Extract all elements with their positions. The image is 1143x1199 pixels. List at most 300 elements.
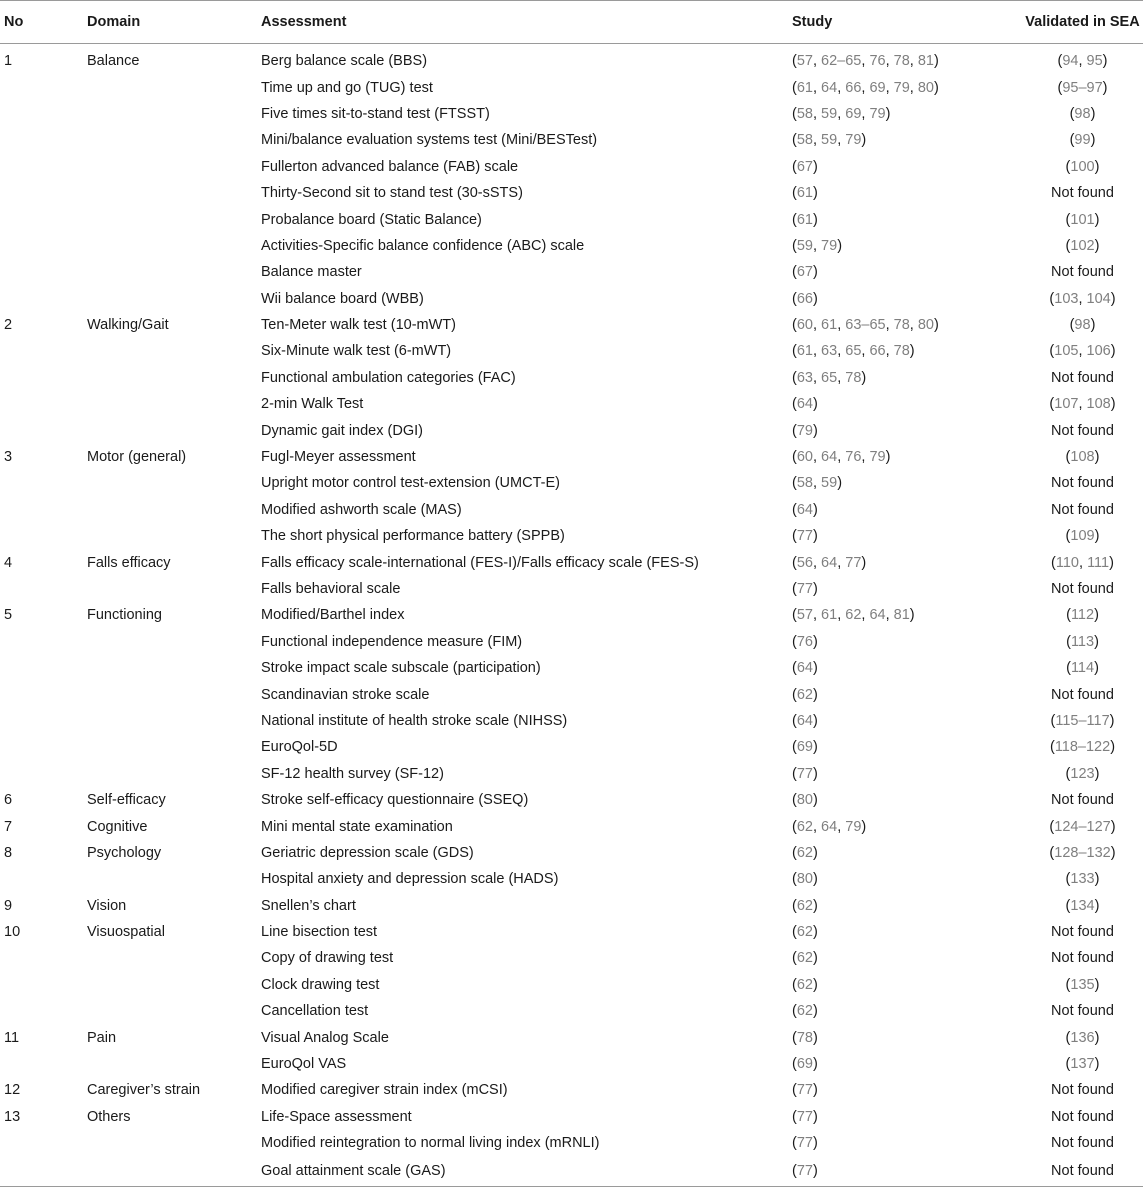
row-number bbox=[0, 761, 87, 787]
table-row bbox=[0, 338, 1143, 364]
row-number bbox=[0, 286, 87, 312]
table-row bbox=[0, 233, 1143, 259]
reference-link[interactable]: 62 bbox=[796, 818, 813, 835]
row-domain bbox=[87, 365, 261, 391]
reference-link[interactable]: 79 bbox=[869, 449, 886, 466]
row-validated: Not found bbox=[1051, 1082, 1114, 1099]
row-validated: (115–117) bbox=[1050, 712, 1115, 729]
row-domain: Visuospatial bbox=[87, 924, 165, 941]
row-number bbox=[0, 734, 87, 760]
reference-link[interactable]: 62 bbox=[796, 976, 813, 993]
table-row bbox=[0, 523, 1143, 549]
reference-link[interactable]: 80 bbox=[796, 871, 813, 888]
row-domain bbox=[87, 866, 261, 892]
row-domain bbox=[87, 497, 261, 523]
reference-link[interactable]: 67 bbox=[796, 158, 813, 175]
row-study: (77) bbox=[792, 528, 818, 545]
reference-link[interactable]: 134 bbox=[1070, 897, 1095, 914]
row-number: 12 bbox=[4, 1082, 21, 1099]
row-study: (78) bbox=[792, 1029, 818, 1046]
row-assessment: EuroQol-5D bbox=[261, 739, 338, 756]
row-study: (67) bbox=[792, 264, 818, 281]
reference-link[interactable]: 101 bbox=[1070, 211, 1095, 228]
reference-link[interactable]: 63 bbox=[796, 369, 813, 386]
reference-link[interactable]: 78 bbox=[893, 53, 910, 70]
row-validated: (98) bbox=[1069, 317, 1096, 334]
row-number: 7 bbox=[4, 818, 13, 835]
reference-link[interactable]: 64 bbox=[821, 79, 838, 96]
reference-link[interactable]: 80 bbox=[796, 792, 813, 809]
reference-link[interactable]: 135 bbox=[1070, 976, 1095, 993]
reference-link[interactable]: 61 bbox=[796, 211, 813, 228]
reference-link[interactable]: 62 bbox=[796, 1003, 813, 1020]
row-assessment: Thirty-Second sit to stand test (30-sSTS) bbox=[261, 185, 523, 202]
row-domain: Cognitive bbox=[87, 818, 148, 835]
row-study: (62) bbox=[792, 686, 818, 703]
table-row bbox=[0, 840, 1143, 866]
reference-link[interactable]: 77 bbox=[796, 1135, 813, 1152]
row-validated: (95–97) bbox=[1057, 79, 1108, 96]
reference-link[interactable]: 77 bbox=[796, 1108, 813, 1125]
row-study: (64) bbox=[792, 396, 818, 413]
row-validated: (107, 108) bbox=[1049, 396, 1116, 413]
row-validated: Not found bbox=[1051, 185, 1114, 202]
row-validated: (103, 104) bbox=[1049, 290, 1116, 307]
reference-link[interactable]: 137 bbox=[1070, 1056, 1095, 1073]
reference-link[interactable]: 115–117 bbox=[1055, 712, 1110, 729]
row-study: (62) bbox=[792, 976, 818, 993]
row-number: 13 bbox=[4, 1108, 21, 1125]
table-row bbox=[0, 1156, 1143, 1187]
reference-link[interactable]: 95–97 bbox=[1062, 79, 1103, 96]
row-domain bbox=[87, 629, 261, 655]
table-row bbox=[0, 708, 1143, 734]
row-validated: (134) bbox=[1065, 897, 1100, 914]
row-domain bbox=[87, 972, 261, 998]
row-assessment: Stroke self-efficacy questionnaire (SSEQ) bbox=[261, 792, 529, 809]
row-validated: Not found bbox=[1051, 1108, 1114, 1125]
header-domain: Domain bbox=[87, 1, 261, 44]
reference-link[interactable]: 76 bbox=[869, 53, 886, 70]
row-assessment: Falls behavioral scale bbox=[261, 581, 401, 597]
row-validated: (110, 111) bbox=[1051, 554, 1114, 571]
reference-link[interactable]: 69 bbox=[796, 739, 813, 756]
row-assessment: Six-Minute walk test (6-mWT) bbox=[261, 343, 452, 360]
table-row bbox=[0, 417, 1143, 443]
row-domain bbox=[87, 338, 261, 364]
row-domain: Motor (general) bbox=[87, 449, 187, 466]
row-validated: (100) bbox=[1065, 158, 1100, 175]
reference-link[interactable]: 62 bbox=[796, 950, 813, 967]
row-number: 11 bbox=[4, 1029, 20, 1046]
table-row bbox=[0, 44, 1143, 75]
row-assessment: 2-min Walk Test bbox=[261, 396, 364, 413]
row-assessment: Modified/Barthel index bbox=[261, 607, 405, 624]
table-row bbox=[0, 470, 1143, 496]
row-validated: (109) bbox=[1065, 528, 1100, 545]
row-domain bbox=[87, 945, 261, 971]
row-assessment: Modified caregiver strain index (mCSI) bbox=[261, 1082, 508, 1099]
row-validated: (133) bbox=[1065, 871, 1100, 888]
reference-link[interactable]: 60 bbox=[796, 317, 813, 334]
reference-link[interactable]: 79 bbox=[845, 818, 862, 835]
row-number bbox=[0, 972, 87, 998]
reference-link[interactable]: 118–122 bbox=[1054, 739, 1111, 756]
reference-link[interactable]: 64 bbox=[796, 501, 813, 518]
row-validated: (102) bbox=[1065, 237, 1100, 254]
table-row bbox=[0, 74, 1143, 100]
table-row bbox=[0, 206, 1143, 232]
reference-link[interactable]: 79 bbox=[845, 132, 862, 149]
header-row bbox=[0, 1, 1143, 44]
row-validated: Not found bbox=[1051, 475, 1114, 492]
row-validated: Not found bbox=[1051, 264, 1114, 281]
reference-link[interactable]: 107 bbox=[1054, 396, 1079, 413]
row-study: (63, 65, 78) bbox=[792, 369, 867, 386]
row-domain bbox=[87, 391, 261, 417]
reference-link[interactable]: 79 bbox=[869, 105, 886, 122]
reference-link[interactable]: 62 bbox=[845, 607, 862, 624]
row-assessment: Snellen’s chart bbox=[261, 897, 356, 914]
reference-link[interactable]: 64 bbox=[869, 607, 886, 624]
reference-link[interactable]: 64 bbox=[821, 449, 838, 466]
row-domain bbox=[87, 734, 261, 760]
reference-link[interactable]: 61 bbox=[796, 343, 813, 360]
row-validated: (114) bbox=[1066, 660, 1099, 677]
row-number: 8 bbox=[4, 844, 13, 861]
row-number bbox=[0, 101, 87, 127]
row-number bbox=[0, 365, 87, 391]
row-assessment: Mini mental state examination bbox=[261, 818, 453, 835]
table-row bbox=[0, 312, 1143, 338]
reference-link[interactable]: 79 bbox=[893, 79, 910, 96]
row-domain bbox=[87, 417, 261, 443]
row-domain bbox=[87, 127, 261, 153]
reference-link[interactable]: 114 bbox=[1070, 660, 1095, 677]
reference-link[interactable]: 60 bbox=[796, 449, 813, 466]
row-assessment: Five times sit-to-stand test (FTSST) bbox=[261, 105, 490, 122]
reference-link[interactable]: 64 bbox=[796, 712, 813, 729]
row-study: (77) bbox=[792, 581, 818, 597]
table-row bbox=[0, 127, 1143, 153]
reference-link[interactable]: 59 bbox=[821, 105, 838, 122]
row-study: (57, 62–65, 76, 78, 81) bbox=[792, 53, 939, 70]
row-domain bbox=[87, 998, 261, 1024]
reference-link[interactable]: 77 bbox=[796, 1082, 813, 1099]
table-row bbox=[0, 444, 1143, 470]
reference-link[interactable]: 110 bbox=[1055, 554, 1079, 571]
reference-link[interactable]: 59 bbox=[821, 132, 838, 149]
reference-link[interactable]: 67 bbox=[796, 264, 813, 281]
row-validated: Not found bbox=[1051, 369, 1114, 386]
row-study: (57, 61, 62, 64, 81) bbox=[792, 607, 915, 624]
row-study: (80) bbox=[792, 792, 818, 809]
row-validated: (137) bbox=[1065, 1056, 1100, 1073]
row-validated: (136) bbox=[1065, 1029, 1100, 1046]
reference-link[interactable]: 78 bbox=[893, 317, 910, 334]
row-study: (58, 59, 79) bbox=[792, 132, 867, 149]
row-assessment: Activities-Specific balance confidence (ABC) scale bbox=[261, 237, 585, 254]
row-domain: Self-efficacy bbox=[87, 792, 166, 809]
reference-link[interactable]: 105 bbox=[1054, 343, 1079, 360]
row-domain bbox=[87, 681, 261, 707]
reference-link[interactable]: 78 bbox=[845, 369, 862, 386]
reference-link[interactable]: 57 bbox=[796, 53, 813, 70]
reference-link[interactable]: 80 bbox=[917, 317, 934, 334]
table-row bbox=[0, 655, 1143, 681]
row-number bbox=[0, 259, 87, 285]
reference-link[interactable]: 112 bbox=[1070, 607, 1095, 624]
row-validated: (108) bbox=[1065, 449, 1100, 466]
row-validated: Not found bbox=[1051, 501, 1114, 518]
table-row bbox=[0, 866, 1143, 892]
reference-link[interactable]: 58 bbox=[796, 105, 813, 122]
reference-link[interactable]: 64 bbox=[796, 660, 813, 677]
reference-link[interactable]: 62 bbox=[796, 844, 813, 861]
row-assessment: Functional ambulation categories (FAC) bbox=[261, 369, 516, 386]
row-domain: Walking/Gait bbox=[87, 317, 169, 334]
reference-link[interactable]: 77 bbox=[845, 554, 862, 571]
reference-link[interactable]: 77 bbox=[796, 1163, 813, 1180]
row-study: (64) bbox=[792, 501, 818, 518]
row-study: (61) bbox=[792, 211, 818, 228]
row-assessment: SF-12 health survey (SF-12) bbox=[261, 765, 444, 782]
row-domain bbox=[87, 206, 261, 232]
row-study: (77) bbox=[792, 1108, 818, 1125]
row-study: (61) bbox=[792, 185, 818, 202]
table-row bbox=[0, 1104, 1143, 1130]
reference-link[interactable]: 62–65 bbox=[821, 53, 862, 70]
row-validated: (99) bbox=[1069, 132, 1096, 149]
row-validated: Not found bbox=[1051, 1135, 1114, 1152]
reference-link[interactable]: 62 bbox=[796, 897, 813, 914]
reference-link[interactable]: 69 bbox=[869, 79, 886, 96]
row-study: (62) bbox=[792, 1003, 818, 1020]
row-assessment: Stroke impact scale subscale (participation) bbox=[261, 660, 541, 677]
row-validated: (118–122) bbox=[1049, 739, 1116, 756]
row-validated: Not found bbox=[1051, 422, 1114, 439]
reference-link[interactable]: 61 bbox=[796, 79, 813, 96]
row-number: 4 bbox=[4, 554, 13, 571]
table-row bbox=[0, 893, 1143, 919]
reference-link[interactable]: 66 bbox=[796, 290, 813, 307]
row-assessment: Mini/balance evaluation systems test (Mini/BESTest) bbox=[261, 132, 598, 149]
row-study: (66) bbox=[792, 290, 818, 307]
reference-link[interactable]: 104 bbox=[1086, 290, 1111, 307]
row-assessment: Cancellation test bbox=[261, 1003, 369, 1020]
reference-link[interactable]: 63–65 bbox=[845, 317, 886, 334]
row-assessment: Falls efficacy scale-international (FES-I)/Falls efficacy scale (FES-S) bbox=[261, 554, 699, 571]
reference-link[interactable]: 77 bbox=[796, 528, 813, 545]
row-study: (76) bbox=[792, 633, 818, 650]
row-assessment: Modified reintegration to normal living index (mRNLI) bbox=[261, 1135, 600, 1152]
row-study: (61, 63, 65, 66, 78) bbox=[792, 343, 915, 360]
row-number bbox=[0, 629, 87, 655]
table-row bbox=[0, 365, 1143, 391]
reference-link[interactable]: 76 bbox=[845, 449, 862, 466]
row-number: 5 bbox=[4, 607, 13, 624]
row-assessment: Clock drawing test bbox=[261, 976, 380, 993]
row-assessment: Time up and go (TUG) test bbox=[261, 79, 433, 96]
reference-link[interactable]: 109 bbox=[1070, 528, 1095, 545]
reference-link[interactable]: 64 bbox=[796, 396, 813, 413]
reference-link[interactable]: 103 bbox=[1054, 290, 1079, 307]
reference-link[interactable]: 66 bbox=[869, 343, 886, 360]
row-domain: Caregiver’s strain bbox=[87, 1082, 201, 1099]
row-number bbox=[0, 1051, 87, 1077]
row-study: (77) bbox=[792, 1082, 818, 1099]
row-assessment: Line bisection test bbox=[261, 924, 378, 941]
reference-link[interactable]: 66 bbox=[845, 79, 862, 96]
row-assessment: Probalance board (Static Balance) bbox=[261, 211, 482, 228]
row-assessment: Hospital anxiety and depression scale (HADS) bbox=[261, 871, 559, 888]
row-domain bbox=[87, 233, 261, 259]
reference-link[interactable]: 58 bbox=[796, 475, 813, 492]
row-domain bbox=[87, 1130, 261, 1156]
reference-link[interactable]: 136 bbox=[1070, 1029, 1095, 1046]
reference-link[interactable]: 98 bbox=[1074, 105, 1091, 122]
row-study: (77) bbox=[792, 1156, 1022, 1187]
row-number bbox=[0, 523, 87, 549]
reference-link[interactable]: 58 bbox=[796, 132, 813, 149]
row-validated: (101) bbox=[1065, 211, 1100, 228]
reference-link[interactable]: 63 bbox=[821, 343, 838, 360]
row-number bbox=[0, 681, 87, 707]
reference-link[interactable]: 56 bbox=[796, 554, 813, 571]
reference-link[interactable]: 94 bbox=[1062, 53, 1079, 70]
reference-link[interactable]: 77 bbox=[796, 581, 813, 597]
row-domain bbox=[87, 761, 261, 787]
reference-link[interactable]: 69 bbox=[845, 105, 862, 122]
row-study: (60, 64, 76, 79) bbox=[792, 449, 891, 466]
reference-link[interactable]: 128–132 bbox=[1054, 844, 1111, 861]
row-study: (58, 59) bbox=[792, 475, 843, 492]
row-assessment: Goal attainment scale (GAS) bbox=[261, 1156, 792, 1187]
row-number bbox=[0, 127, 87, 153]
table-row bbox=[0, 549, 1143, 575]
reference-link[interactable]: 59 bbox=[821, 475, 838, 492]
row-assessment: Fugl-Meyer assessment bbox=[261, 449, 416, 466]
header-no: No bbox=[0, 1, 87, 44]
reference-link[interactable]: 80 bbox=[917, 79, 934, 96]
reference-link[interactable]: 102 bbox=[1070, 237, 1095, 254]
table-header bbox=[0, 1, 1143, 44]
reference-link[interactable]: 59 bbox=[796, 237, 813, 254]
header-assessment: Assessment bbox=[261, 1, 792, 44]
reference-link[interactable]: 69 bbox=[796, 1056, 813, 1073]
row-study: (62) bbox=[792, 924, 818, 941]
reference-link[interactable]: 65 bbox=[821, 369, 838, 386]
row-domain: Psychology bbox=[87, 844, 162, 861]
reference-link[interactable]: 61 bbox=[821, 317, 838, 334]
table-row bbox=[0, 919, 1143, 945]
row-study: (69) bbox=[792, 739, 818, 756]
reference-link[interactable]: 108 bbox=[1070, 449, 1095, 466]
row-domain bbox=[87, 101, 261, 127]
reference-link[interactable]: 64 bbox=[821, 554, 838, 571]
table-row bbox=[0, 154, 1143, 180]
table-row bbox=[0, 101, 1143, 127]
row-study: (62) bbox=[792, 844, 818, 861]
row-study: (56, 64, 77) bbox=[792, 554, 867, 571]
reference-link[interactable]: 106 bbox=[1086, 343, 1111, 360]
row-domain: Balance bbox=[87, 53, 140, 70]
reference-link[interactable]: 61 bbox=[821, 607, 838, 624]
reference-link[interactable]: 76 bbox=[796, 633, 813, 650]
row-number: 10 bbox=[4, 924, 21, 941]
reference-link[interactable]: 133 bbox=[1070, 871, 1095, 888]
reference-link[interactable]: 81 bbox=[893, 607, 910, 624]
row-assessment: Copy of drawing test bbox=[261, 950, 394, 967]
reference-link[interactable]: 108 bbox=[1086, 396, 1111, 413]
row-number bbox=[0, 154, 87, 180]
row-number bbox=[0, 74, 87, 100]
table-row bbox=[0, 180, 1143, 206]
reference-link[interactable]: 78 bbox=[893, 343, 910, 360]
reference-link[interactable]: 124–127 bbox=[1054, 818, 1111, 835]
row-assessment: Geriatric depression scale (GDS) bbox=[261, 844, 474, 861]
reference-link[interactable]: 99 bbox=[1074, 132, 1091, 149]
reference-link[interactable]: 111 bbox=[1087, 554, 1110, 571]
reference-link[interactable]: 57 bbox=[796, 607, 813, 624]
reference-link[interactable]: 98 bbox=[1074, 317, 1091, 334]
row-assessment: Visual Analog Scale bbox=[261, 1029, 389, 1046]
row-domain bbox=[87, 708, 261, 734]
row-number: 2 bbox=[4, 317, 13, 334]
row-study: (80) bbox=[792, 871, 818, 888]
row-assessment: Modified ashworth scale (MAS) bbox=[261, 501, 462, 518]
table-row bbox=[0, 972, 1143, 998]
row-study: (64) bbox=[792, 712, 818, 729]
reference-link[interactable]: 79 bbox=[821, 237, 838, 254]
reference-link[interactable]: 61 bbox=[796, 185, 813, 202]
reference-link[interactable]: 95 bbox=[1086, 53, 1103, 70]
row-validated: Not found bbox=[1051, 1003, 1114, 1020]
reference-link[interactable]: 78 bbox=[796, 1029, 813, 1046]
row-domain bbox=[87, 655, 261, 681]
row-assessment: Berg balance scale (BBS) bbox=[261, 53, 428, 70]
row-validated: (113) bbox=[1066, 633, 1099, 650]
table-row bbox=[0, 1130, 1143, 1156]
row-validated: Not found bbox=[1051, 950, 1114, 967]
row-domain bbox=[87, 523, 261, 549]
row-number: 6 bbox=[4, 792, 13, 809]
reference-link[interactable]: 123 bbox=[1070, 765, 1095, 782]
reference-link[interactable]: 65 bbox=[845, 343, 862, 360]
row-study: (62) bbox=[792, 897, 818, 914]
reference-link[interactable]: 62 bbox=[796, 924, 813, 941]
row-validated: (135) bbox=[1065, 976, 1100, 993]
reference-link[interactable]: 64 bbox=[821, 818, 838, 835]
reference-link[interactable]: 113 bbox=[1070, 633, 1095, 650]
row-domain: Vision bbox=[87, 897, 127, 914]
table-row bbox=[0, 761, 1143, 787]
table-row bbox=[0, 629, 1143, 655]
row-number: 3 bbox=[4, 449, 13, 466]
row-assessment: EuroQol VAS bbox=[261, 1056, 347, 1073]
reference-link[interactable]: 77 bbox=[796, 765, 813, 782]
reference-link[interactable]: 79 bbox=[796, 422, 813, 439]
reference-link[interactable]: 100 bbox=[1070, 158, 1095, 175]
row-number bbox=[0, 391, 87, 417]
reference-link[interactable]: 81 bbox=[917, 53, 934, 70]
row-validated: Not found bbox=[1051, 581, 1114, 597]
row-domain bbox=[87, 576, 261, 602]
row-number bbox=[0, 576, 87, 602]
reference-link[interactable]: 62 bbox=[796, 686, 813, 703]
table-row bbox=[0, 286, 1143, 312]
row-study: (62, 64, 79) bbox=[792, 818, 867, 835]
